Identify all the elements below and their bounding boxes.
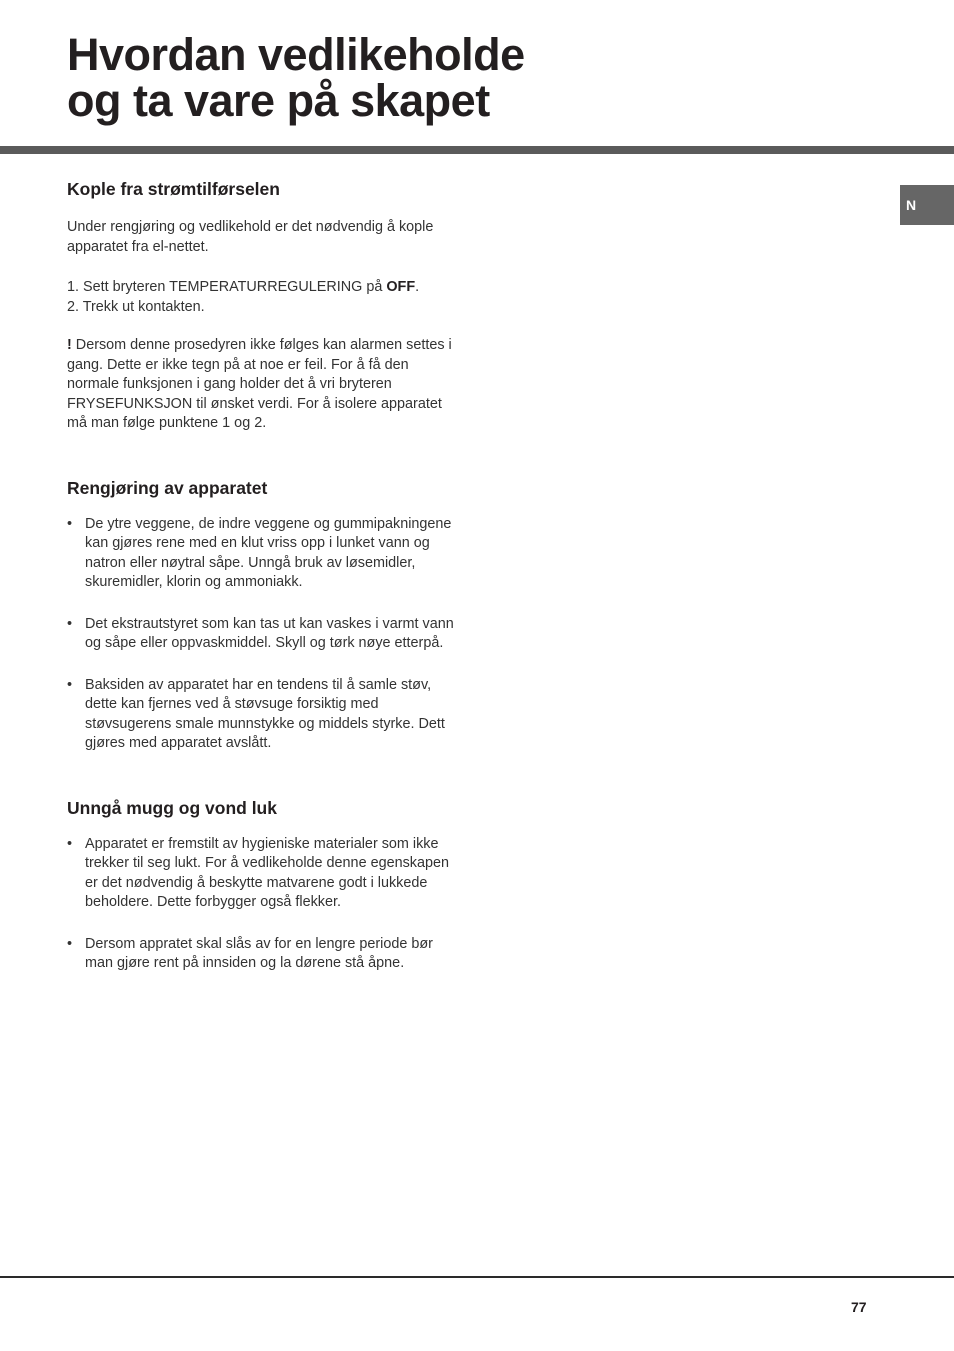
off-label: OFF bbox=[386, 279, 416, 295]
step-1-suffix: . bbox=[415, 279, 420, 295]
bullet-icon: • bbox=[67, 615, 73, 632]
footer-divider bbox=[0, 1276, 954, 1278]
bullet-icon: • bbox=[67, 935, 73, 952]
section-heading-cleaning: Rengjøring av apparatet bbox=[67, 477, 268, 498]
warning-mark: ! bbox=[67, 337, 72, 353]
bullet-icon: • bbox=[67, 835, 73, 852]
list-item bbox=[67, 835, 459, 913]
warning-note bbox=[67, 336, 459, 434]
page-title-line-1: Hvordan vedlikeholde bbox=[67, 29, 525, 80]
list-item-text: Dersom appratet skal slås av for en lengre periode bør man gjøre rent på innsiden og la dørene stå åpne. bbox=[85, 935, 433, 971]
language-tab: N bbox=[900, 185, 954, 225]
header-divider bbox=[0, 146, 954, 154]
list-item-text: Apparatet er fremstilt av hygieniske materialer som ikke trekker til seg lukt. For å vedlikeholde denne egenskapen er det nødvendig å beskytte matvarene godt i lukkede beholdere. Dette forbygger også flekker. bbox=[85, 835, 449, 910]
page-number: 77 bbox=[851, 1299, 867, 1315]
list-item-text: Baksiden av apparatet har en tendens til å samle støv, dette kan fjernes ved å støvsuge forsiktig med støvsugerens smale munnstykke og middels styrke. Dett gjøres med apparatet avslått. bbox=[85, 676, 445, 751]
list-item bbox=[67, 676, 459, 754]
list-item-text: Det ekstrautstyret som kan tas ut kan vaskes i varmt vann og såpe eller oppvaskmiddel. Skyll og tørk nøye etterpå. bbox=[85, 615, 454, 651]
section-heading-disconnect: Kople fra strømtilførselen bbox=[67, 179, 280, 199]
page-title-line-2: og ta vare på skapet bbox=[67, 75, 490, 126]
bullet-icon: • bbox=[67, 515, 73, 532]
steps-list bbox=[67, 278, 459, 317]
cleaning-list bbox=[67, 515, 459, 754]
section-heading-mould: Unngå mugg og vond luk bbox=[67, 797, 277, 818]
mould-list bbox=[67, 835, 459, 974]
list-item bbox=[67, 515, 459, 593]
bullet-icon: • bbox=[67, 676, 73, 693]
step-item-2: 2. Trekk ut kontakten. bbox=[67, 298, 205, 315]
step-item-1 bbox=[67, 278, 459, 298]
list-item bbox=[67, 935, 459, 974]
page-title bbox=[67, 29, 525, 126]
list-item-text: De ytre veggene, de indre veggene og gummipakningene kan gjøres rene med en klut vriss opp i lunket vann og natron eller nøytral såpe. Unngå bruk av løsemidler, skuremidler, klorin og ammoniakk. bbox=[85, 515, 452, 590]
step-1-text: 1. Sett bryteren TEMPERATURREGULERING på bbox=[67, 279, 387, 295]
warning-note-text: Dersom denne prosedyren ikke følges kan alarmen settes i gang. Dette er ikke tegn på at noe er feil. For å få den normale funksjonen i gang holder det å vri bryteren FRYSEFUNKSJON til ønsket verdi. For å isolere apparatet må man følge punktene 1 og 2. bbox=[67, 337, 452, 431]
section-intro-disconnect: Under rengjøring og vedlikehold er det nødvendig å kople apparatet fra el-nettet. bbox=[67, 219, 434, 255]
main-content bbox=[67, 178, 459, 974]
list-item bbox=[67, 615, 459, 654]
